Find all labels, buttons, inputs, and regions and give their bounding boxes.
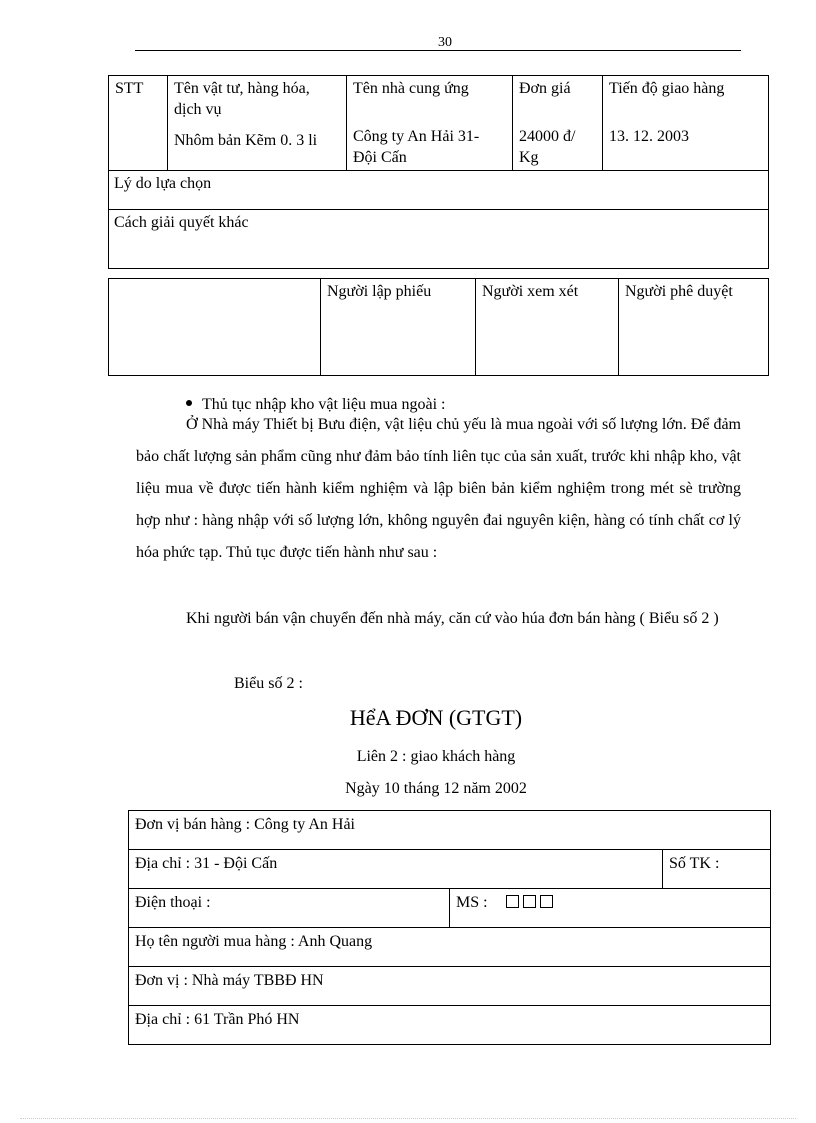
checkbox-square-icon: [540, 895, 553, 908]
invoice-title: [0, 705, 816, 731]
approval-blank-cell: [109, 279, 321, 376]
cell-material-name: Nhôm bản Kẽm 0. 3 li: [174, 132, 318, 149]
table-row: [109, 171, 769, 210]
buyer-unit-cell: Đơn vị : Nhà máy TBBĐ HN: [129, 967, 771, 1006]
invoice-copy-text: Liên 2 : giao khách hàng: [356, 748, 516, 765]
paragraph-procedure: Ở Nhà máy Thiết bị Bưu điện, vật liệu chủ yếu là mua ngoài với số lượng lớn. Để đảm bảo chất lượng sản phẩm cũng như đảm bảo tính liên tục của sản xuất, trước khi nhập kho, vật liệu mua về được tiến hành kiểm nghiệm và lập biên bản kiểm nghiệm trong mét sè trường hợp như : hàng nhập với số lượng lớn, không nguyên đai nguyên kiện, hàng có tính chất cơ lý hóa phức tạp. Thủ tục được tiến hành như sau :: [136, 416, 741, 561]
invoice-info-table: [128, 810, 771, 1045]
column-header-delivery-text: Tiến độ giao hàng: [609, 80, 725, 97]
column-header-material-text: Tên vật tư, hàng hóa, dịch vụ: [174, 80, 310, 118]
column-header-supplier-text: Tên nhà cung ứng: [353, 80, 469, 97]
checkbox-square-icon: [506, 895, 519, 908]
page-number: 30: [438, 35, 452, 50]
invoice-date: [0, 778, 816, 800]
tax-code-label: MS :: [456, 894, 488, 911]
table-row: [129, 1006, 771, 1045]
form-reference: Biểu số 2 :: [234, 675, 303, 692]
invoice-title-text: HểA ĐƠN (GTGT): [349, 705, 523, 730]
invoice-copy-label: [0, 746, 816, 768]
supplier-selection-table: [108, 75, 769, 269]
buyer-cell: Họ tên người mua hàng : Anh Quang: [129, 928, 771, 967]
alternative-cell: Cách giải quyết khác: [109, 210, 769, 269]
spacer: [353, 99, 506, 120]
seller-address-cell: Địa chỉ : 31 - Đội Cấn: [129, 850, 663, 889]
prepared-by-cell: Người lập phiếu: [321, 279, 476, 376]
seller-cell: Đơn vị bán hàng : Công ty An Hải: [129, 811, 771, 850]
approval-table: [108, 278, 769, 376]
reviewed-by-cell: Người xem xét: [476, 279, 619, 376]
column-header-supplier: [347, 76, 513, 171]
header-rule: [135, 50, 741, 51]
spacer: [519, 99, 596, 120]
buyer-address-cell: Địa chỉ : 61 Trần Phó HN: [129, 1006, 771, 1045]
table-row: [129, 811, 771, 850]
cell-supplier-name: Công ty An Hải 31- Đội Cấn: [353, 128, 480, 166]
paragraph-invoice-intro: Khi người bán vận chuyển đến nhà máy, căn cứ vào húa đơn bán hàng ( Biểu số 2 ): [186, 610, 719, 627]
bullet-text: Thủ tục nhập kho vật liệu mua ngoài :: [202, 396, 446, 413]
cell-delivery-date: 13. 12. 2003: [609, 128, 689, 145]
table-row: [109, 279, 769, 376]
column-header-unit-price: [513, 76, 603, 171]
table-row: [109, 210, 769, 269]
table-row: [129, 967, 771, 1006]
reason-cell: Lý do lựa chọn: [109, 171, 769, 210]
phone-cell: Điện thoại :: [129, 889, 450, 928]
tax-code-cell: [450, 889, 771, 928]
tax-code-boxes: [502, 894, 553, 911]
checkbox-square-icon: [523, 895, 536, 908]
column-header-stt: STT: [109, 76, 168, 171]
footer-rule: [20, 1118, 796, 1119]
table-row: [109, 76, 769, 171]
column-header-material: [168, 76, 347, 171]
account-number-cell: Số TK :: [663, 850, 771, 889]
table-row: [129, 850, 771, 889]
table-row: [129, 928, 771, 967]
bullet-icon: [186, 400, 192, 406]
spacer: [609, 99, 762, 120]
approved-by-cell: Người phê duyệt: [619, 279, 769, 376]
cell-unit-price: 24000 đ/ Kg: [519, 128, 576, 166]
column-header-unit-price-text: Đơn giá: [519, 80, 571, 97]
invoice-date-text: Ngày 10 tháng 12 năm 2002: [345, 780, 527, 797]
column-header-delivery: [603, 76, 769, 171]
table-row: [129, 889, 771, 928]
